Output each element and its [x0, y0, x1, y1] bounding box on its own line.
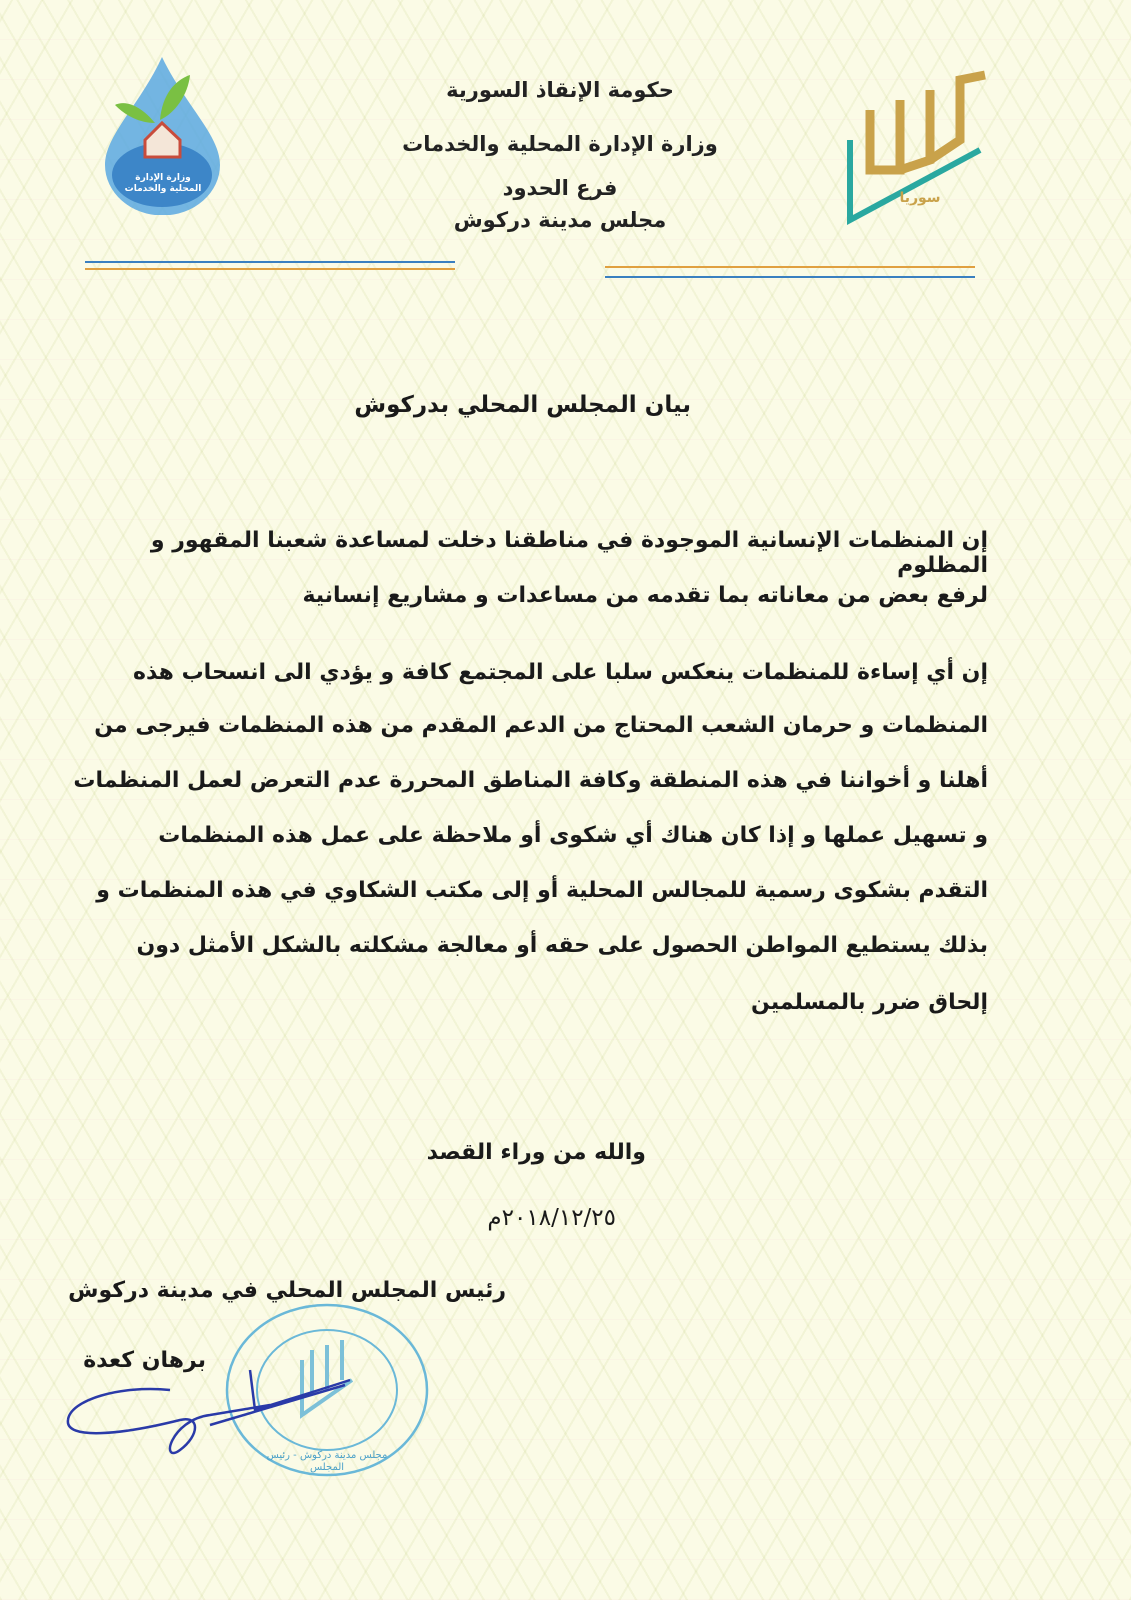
stamp-text: مجلس مدينة دركوش - رئيس المجلس: [266, 1450, 388, 1473]
signatory-title: رئيس المجلس المحلي في مدينة دركوش: [68, 1278, 506, 1303]
header-council: مجلس مدينة دركوش: [453, 208, 667, 232]
body-line: لرفع بعض من معاناته بما تقدمه من مساعدات و مشاريع إنسانية: [302, 583, 988, 608]
header-divider-right: [605, 276, 975, 278]
header-divider-left: [85, 261, 455, 263]
header-ministry: وزارة الإدارة المحلية والخدمات: [402, 132, 718, 156]
signatory-name: برهان كعدة: [83, 1348, 206, 1373]
ministry-logo-text: وزارة الإدارة المحلية والخدمات: [124, 173, 202, 194]
body-line: بذلك يستطيع المواطن الحصول على حقه أو معالجة مشكلته بالشكل الأمثل دون: [136, 933, 988, 958]
document-title: بيان المجلس المحلي بدركوش: [354, 392, 691, 418]
header-government: حكومة الإنقاذ السورية: [446, 78, 674, 102]
closing-phrase: والله من وراء القصد: [426, 1140, 646, 1165]
body-line: أهلنا و أخواننا في هذه المنطقة وكافة المناطق المحررة عدم التعرض لعمل المنظمات: [73, 768, 988, 793]
body-line: إن المنظمات الإنسانية الموجودة في مناطقنا دخلت لمساعدة شعبنا المقهور و المظلوم: [150, 528, 988, 578]
header-divider-left-accent: [85, 268, 455, 270]
syria-logo: [840, 70, 990, 230]
syria-logo-text: سوريا: [899, 190, 941, 206]
body-line: إلحاق ضرر بالمسلمين: [751, 990, 988, 1015]
body-line: التقدم بشكوى رسمية للمجالس المحلية أو إلى مكتب الشكاوي في هذه المنظمات و: [96, 878, 988, 903]
document-date: ٢٠١٨/١٢/٢٥م: [487, 1205, 616, 1231]
header-divider-right-accent: [605, 266, 975, 268]
body-line: المنظمات و حرمان الشعب المحتاج من الدعم المقدم من هذه المنظمات فيرجى من: [94, 713, 988, 738]
header-branch: فرع الحدود: [502, 176, 618, 200]
signature: [60, 1360, 360, 1470]
body-line: و تسهيل عملها و إذا كان هناك أي شكوى أو ملاحظة على عمل هذه المنظمات: [158, 823, 988, 848]
ministry-logo: [100, 55, 225, 215]
body-line: إن أي إساءة للمنظمات ينعكس سلبا على المجتمع كافة و يؤدي الى انسحاب هذه: [132, 660, 988, 685]
